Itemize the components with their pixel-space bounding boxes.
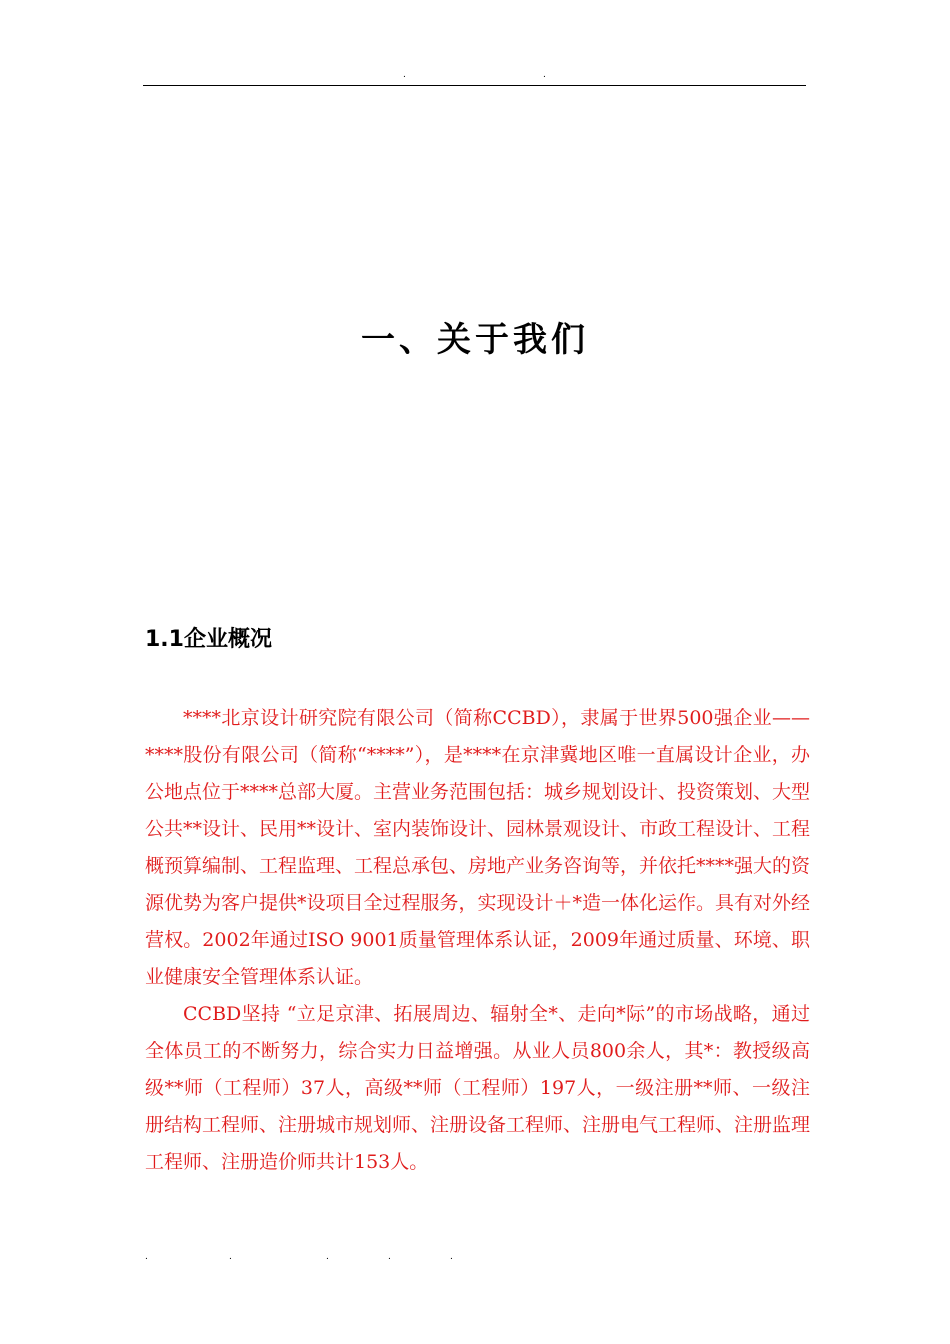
header-dot: . (543, 70, 546, 80)
footer-dot: . (326, 1252, 329, 1262)
header-rule (143, 85, 806, 86)
paragraph: CCBD坚持 “立足京津、拓展周边、辐射全*、走向*际”的市场战略，通过全体员工的不断努力，综合实力日益增强。从业人员800余人，其*：教授级高级**师（工程师）37人，高级**师（工程师）197人，一级注册**师、一级注册结构工程师、注册城市规划师、注册设备工程师、注册电气工程师、注册监理工程师、注册造价师共计153人。 (145, 1003, 811, 1173)
footer-dot: . (450, 1252, 453, 1262)
footer-dots (143, 1252, 473, 1266)
footer-dot: . (229, 1252, 232, 1262)
chapter-title: 一、关于我们 (361, 320, 589, 360)
header-dots (143, 70, 806, 84)
header-dot: . (403, 70, 406, 80)
paragraph: ****北京设计研究院有限公司（简称CCBD），隶属于世界500强企业——****股份有限公司（简称“****”），是****在京津冀地区唯一直属设计企业，办公地点位于****总部大厦。主营业务范围包括：城乡规划设计、投资策划、大型公共**设计、民用**设计、室内装饰设计、园林景观设计、市政工程设计、工程概预算编制、工程监理、工程总承包、房地产业务咨询等，并依托****强大的资源优势为客户提供*设项目全过程服务，实现设计＋*造一体化运作。具有对外经营权。2002年通过ISO 9001质量管理体系认证，2009年通过质量、环境、职业健康安全管理体系认证。 (145, 707, 811, 988)
footer-dot: . (145, 1252, 148, 1262)
body-text (145, 700, 810, 1181)
section-title: 1.1企业概况 (145, 627, 272, 652)
footer-dot: . (388, 1252, 391, 1262)
